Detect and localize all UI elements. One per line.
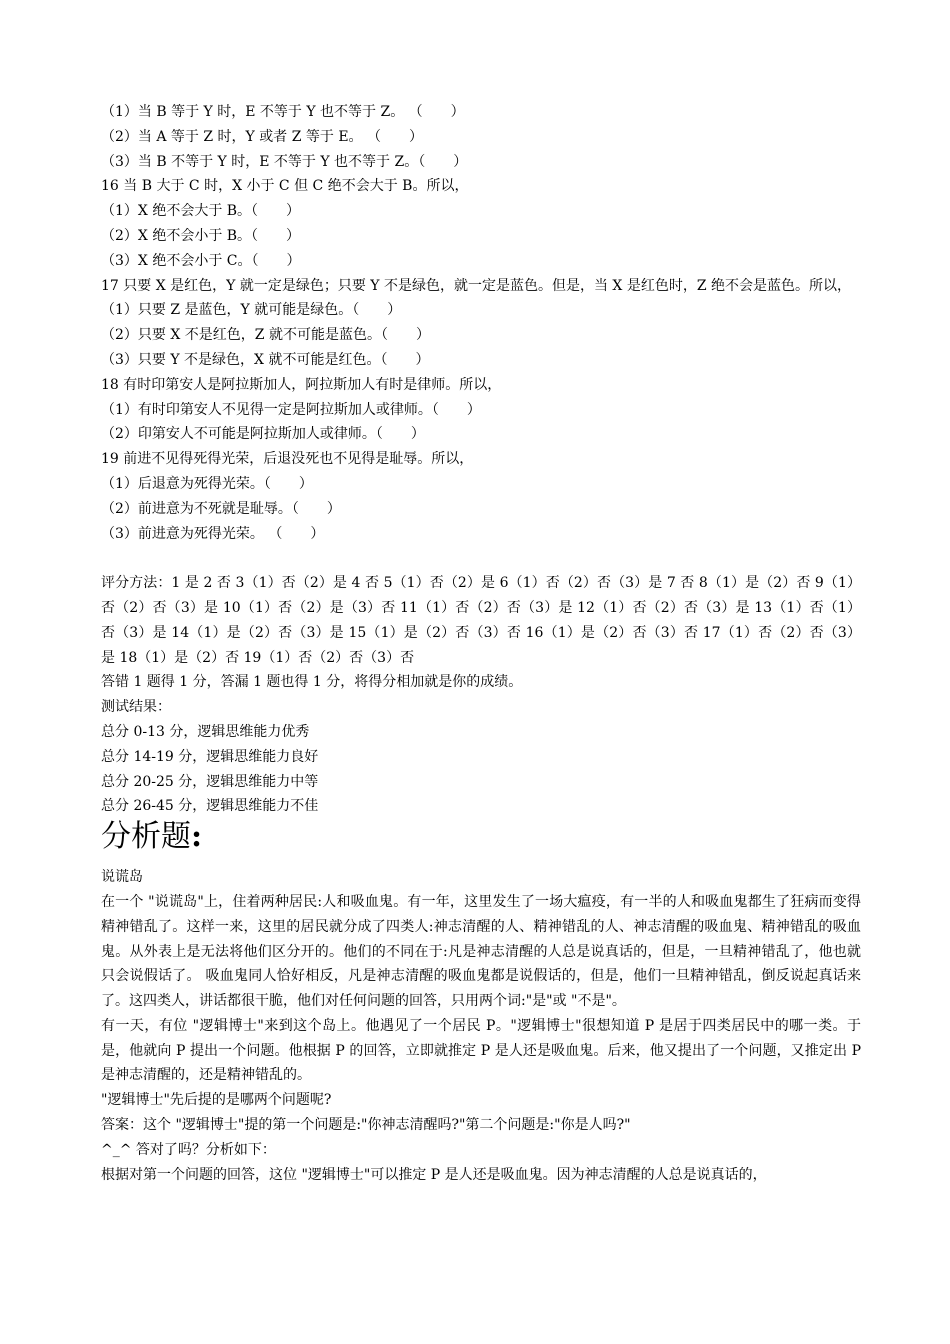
blank-line — [101, 546, 861, 571]
text-line: 答错 1 题得 1 分，答漏 1 题也得 1 分，将得分相加就是你的成绩。 — [101, 674, 523, 691]
section-heading-text: 分析题 — [101, 819, 191, 855]
q15-options-and-q16 — [101, 100, 861, 274]
story-answer: 答案：这个 "逻辑博士"提的第一个问题是:"你神志清醒吗?"第二个问题是:"你是人吗?" — [101, 1117, 631, 1134]
text-line: （1）有时印第安人不见得一定是阿拉斯加人或律师。（ ） — [101, 401, 481, 418]
text-line: （3）X 绝不会小于 C。（ ） — [101, 252, 301, 269]
question-18-stem: 18 有时印第安人是阿拉斯加人，阿拉斯加人有时是律师。所以， — [101, 376, 502, 393]
scoring-method: 评分方法：1 是 2 否 3（1）否（2）是 4 否 5（1）否（2）是 6（1）否（2）否（3）是 7 否 8（1）是（2）否 9（1）否（2）否（3）是 10（1）否（2）是（3）否 11（1）否（2）否（3）是 12（1）否（2）否（3）是 13（1）否（1）否（3）是 14（1）是（2）否（3）是 15（1）是（2）否（3）否 16（1）是（2）否（3）否 17（1）否（2）否（3）是 18（1）是（2）否 19（1）否（2）否（3）否 — [101, 575, 861, 666]
text-line: （3）前进意为死得光荣。 （ ） — [101, 525, 325, 542]
q17-to-q19 — [101, 298, 861, 546]
story-paragraph: ^_^ 答对了吗？分析如下： — [101, 1141, 276, 1158]
page-content — [101, 100, 861, 1187]
story-paragraph: 根据对第一个问题的回答，这位 "逻辑博士"可以推定 P 是人还是吸血鬼。因为神志清醒的人总是说真话的， — [101, 1166, 767, 1183]
question-17-stem: 17 只要 X 是红色，Y 就一定是绿色；只要 Y 不是绿色，就一定是蓝色。但是，当 X 是红色时，Z 绝不会是蓝色。所以， — [101, 277, 852, 294]
score-range: 总分 26-45 分，逻辑思维能力不佳 — [101, 798, 319, 815]
text-line: （2）前进意为不死就是耻辱。（ ） — [101, 500, 341, 517]
text-line: （1）X 绝不会大于 B。（ ） — [101, 203, 301, 220]
text-line: （1）只要 Z 是蓝色，Y 就可能是绿色。（ ） — [101, 302, 402, 319]
text-line: （2）当 A 等于 Z 时，Y 或者 Z 等于 E。 （ ） — [101, 128, 423, 145]
score-range: 总分 0-13 分，逻辑思维能力优秀 — [101, 723, 310, 740]
text-line: （3）当 B 不等于 Y 时，E 不等于 Y 也不等于 Z。（ ） — [101, 153, 468, 170]
results-heading: 测试结果： — [101, 699, 171, 716]
text-line: （2）印第安人不可能是阿拉斯加人或律师。（ ） — [101, 426, 425, 443]
section-heading-colon: : — [191, 819, 203, 855]
text-line: （2）只要 X 不是红色，Z 就不可能是蓝色。（ ） — [101, 327, 430, 344]
story-paragraph: 有一天，有位 "逻辑博士"来到这个岛上。他遇见了一个居民 P。"逻辑博士"很想知道 P 是居于四类居民中的哪一类。于是，他就向 P 提出一个问题。他根据 P 的回答，立即就推定 P 是人还是吸血鬼。后来，他又提出了一个问题，又推定出 P 是神志清醒的，还是精神错乱的。 — [101, 1017, 861, 1084]
story-title: 说谎岛 — [101, 869, 143, 886]
text-line: （1）后退意为死得光荣。（ ） — [101, 475, 313, 492]
story-paragraph: 在一个 "说谎岛"上，住着两种居民:人和吸血鬼。有一年，这里发生了一场大瘟疫，有一半的人和吸血鬼都生了狂病而变得精神错乱了。这样一来，这里的居民就分成了四类人:神志清醒的人、精神错乱的人、神志清醒的吸血鬼、精神错乱的吸血鬼。从外表上是无法将他们区分开的。他们的不同在于:凡是神志清醒的人总是说真话的，但是，一旦精神错乱了，他也就只会说假话了。 吸血鬼同人恰好相反，凡是神志清醒的吸血鬼都是说假话的，但是，他们一旦精神错乱，倒反说起真话来了。这四类人，讲话都很干脆，他们对任何问题的回答，只用两个词:"是"或 "不是"。 — [101, 893, 861, 1010]
test-results — [101, 670, 861, 819]
text-line: （2）X 绝不会小于 B。（ ） — [101, 227, 301, 244]
question-19-stem: 19 前进不见得死得光荣，后退没死也不见得是耻辱。所以， — [101, 451, 474, 468]
text-line: （3）只要 Y 不是绿色，X 就不可能是红色。（ ） — [101, 351, 430, 368]
score-range: 总分 20-25 分，逻辑思维能力中等 — [101, 773, 319, 790]
text-line: （1）当 B 等于 Y 时，E 不等于 Y 也不等于 Z。 （ ） — [101, 104, 465, 120]
question-16-stem: 16 当 B 大于 C 时，X 小于 C 但 C 绝不会大于 B。所以， — [101, 178, 469, 195]
story-question: "逻辑博士"先后提的是哪两个问题呢? — [101, 1092, 332, 1109]
score-range: 总分 14-19 分，逻辑思维能力良好 — [101, 748, 319, 765]
section-heading — [101, 819, 861, 855]
